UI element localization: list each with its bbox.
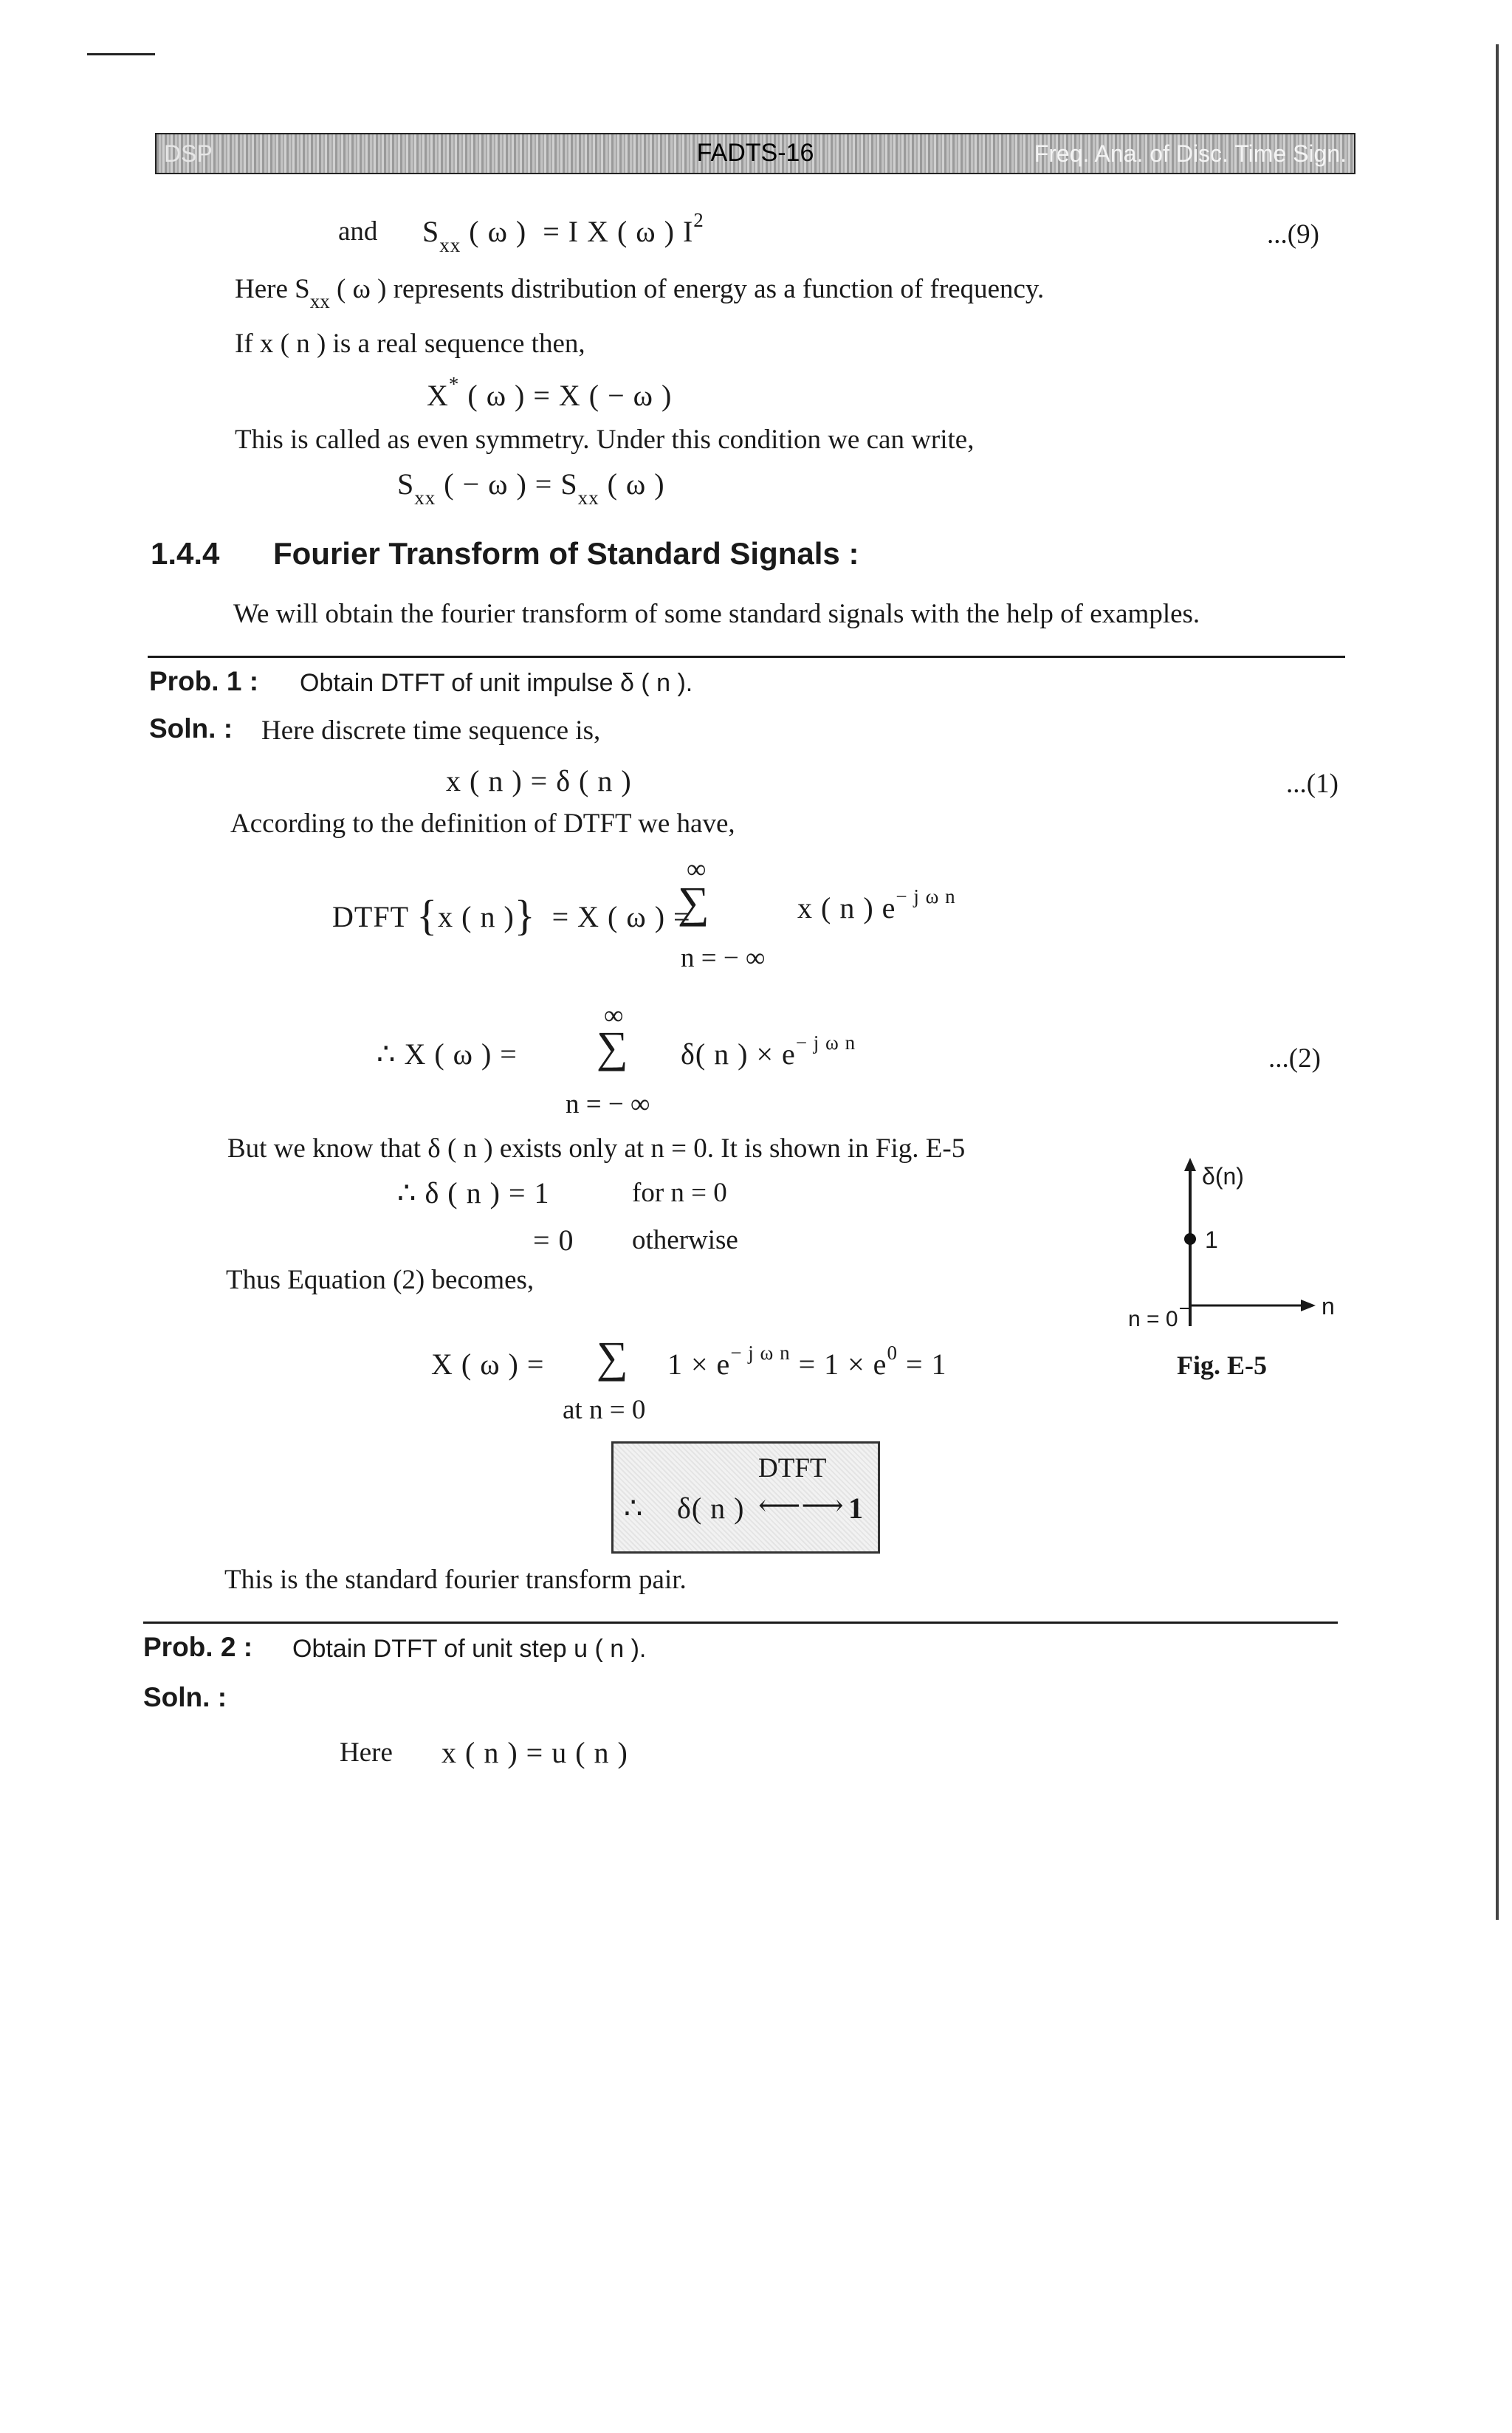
figure-caption: Fig. E-5 xyxy=(1177,1351,1267,1380)
y-axis-arrow xyxy=(1184,1158,1196,1171)
section-intro: We will obtain the fourier transform of some standard signals with the help of examples. xyxy=(233,599,1200,629)
divider xyxy=(143,1622,1338,1624)
section-number: 1.4.4 xyxy=(151,536,220,571)
header-page-id: FADTS-16 xyxy=(696,139,814,167)
prob1-label: Prob. 1 : xyxy=(149,666,259,696)
fig-y-label: δ(n) xyxy=(1202,1163,1244,1190)
prob2-equation: x ( n ) = u ( n ) xyxy=(441,1736,628,1769)
prob1-statement: Obtain DTFT of unit impulse δ ( n ). xyxy=(300,669,693,697)
energy-sentence: Here $S_{xx}$ ( ω ) represents distribution of energy as a function of frequency. xyxy=(235,274,1045,312)
prob2-here-word: Here xyxy=(340,1737,393,1768)
equation-1-number: ...(1) xyxy=(1286,769,1339,799)
symmetry-line: This is called as even symmetry. Under this condition we can write, xyxy=(235,425,975,455)
eq2-lhs: ∴ X ( ω ) = xyxy=(377,1037,518,1071)
box-arrow: ⟵⟶ xyxy=(758,1489,845,1522)
prob2-label: Prob. 2 : xyxy=(143,1632,253,1662)
eq2-term: δ( n ) × $e^{- j \omega n}$ xyxy=(681,1032,856,1071)
dtft-term: x ( n ) $e^{- j \omega n}$ xyxy=(797,885,956,924)
scan-top-line xyxy=(87,53,155,55)
x-axis-arrow xyxy=(1301,1300,1316,1311)
prob2-statement: Obtain DTFT of unit step u ( n ). xyxy=(292,1635,647,1663)
transform-pair-box xyxy=(611,1441,880,1554)
delta-case-2: = 0 xyxy=(533,1224,574,1257)
box-result-one: 1 xyxy=(848,1492,864,1525)
page-edge xyxy=(1496,44,1499,1920)
final-lower-limit: at n = 0 xyxy=(563,1395,646,1425)
real-sequence-line: If x ( n ) is a real sequence then, xyxy=(235,329,585,359)
final-lhs: X ( ω ) = xyxy=(431,1348,545,1381)
fig-origin-label: n = 0 xyxy=(1128,1307,1178,1331)
prob1-soln-label: Soln. : xyxy=(149,713,233,744)
definition-line: According to the definition of DTFT we have, xyxy=(230,809,735,839)
dtft-definition-lhs: DTFT {x ( n )} = X ( ω ) = xyxy=(332,891,691,939)
box-therefore: ∴ xyxy=(624,1492,644,1525)
equation-9-number: ...(9) xyxy=(1267,219,1319,250)
summation-symbol: ∑ xyxy=(678,878,709,927)
prob2-soln-label: Soln. : xyxy=(143,1682,227,1712)
header-chapter-title: Freq. Ana. of Disc. Time Sign. xyxy=(1034,140,1347,167)
equation-2-number: ...(2) xyxy=(1268,1043,1321,1074)
eq2-summation-symbol: ∑ xyxy=(597,1023,628,1071)
delta-case-1-condition: for n = 0 xyxy=(632,1178,727,1208)
equation-1: x ( n ) = δ ( n ) xyxy=(446,764,632,797)
box-impulse: δ( n ) xyxy=(677,1492,745,1525)
running-header xyxy=(155,133,1355,174)
prob1-soln-text: Here discrete time sequence is, xyxy=(261,716,601,746)
delta-case-1: ∴ δ ( n ) = 1 xyxy=(397,1176,550,1209)
fig-x-label: n xyxy=(1322,1293,1335,1320)
transform-pair-line: This is the standard fourier transform pair. xyxy=(224,1565,687,1595)
conjugate-equation: X* ( ω ) = X ( − ω ) xyxy=(427,373,673,412)
impulse-point xyxy=(1184,1233,1196,1245)
header-left-label: DSP xyxy=(164,140,213,167)
delta-case-2-condition: otherwise xyxy=(632,1225,738,1255)
eq2-lower-limit: n = − ∞ xyxy=(566,1089,650,1119)
final-term: $1 \times e^{- j \omega n} = 1 \times e^0 = 1$ xyxy=(667,1342,947,1381)
impulse-existence-line: But we know that δ ( n ) exists only at n = 0. It is shown in Fig. E-5 xyxy=(227,1133,966,1164)
final-summation-symbol: ∑ xyxy=(597,1333,628,1382)
eq2-upper-limit: ∞ xyxy=(604,1001,624,1031)
symmetry-equation: $S_{xx}$ ( − ω ) = $S_{xx}$ ( ω ) xyxy=(397,467,665,509)
equation-9: $S_{xx}$ ( ω ) = I X ( ω ) $I^2$ xyxy=(422,209,704,256)
sum-upper-limit: ∞ xyxy=(687,854,707,885)
divider xyxy=(148,656,1345,658)
box-dtft-label: DTFT xyxy=(758,1453,827,1483)
section-title: Fourier Transform of Standard Signals : xyxy=(273,536,859,571)
and-word: and xyxy=(338,216,378,247)
fig-point-label: 1 xyxy=(1205,1226,1218,1253)
sum-lower-limit: n = − ∞ xyxy=(681,943,766,973)
thus-line: Thus Equation (2) becomes, xyxy=(226,1265,535,1295)
